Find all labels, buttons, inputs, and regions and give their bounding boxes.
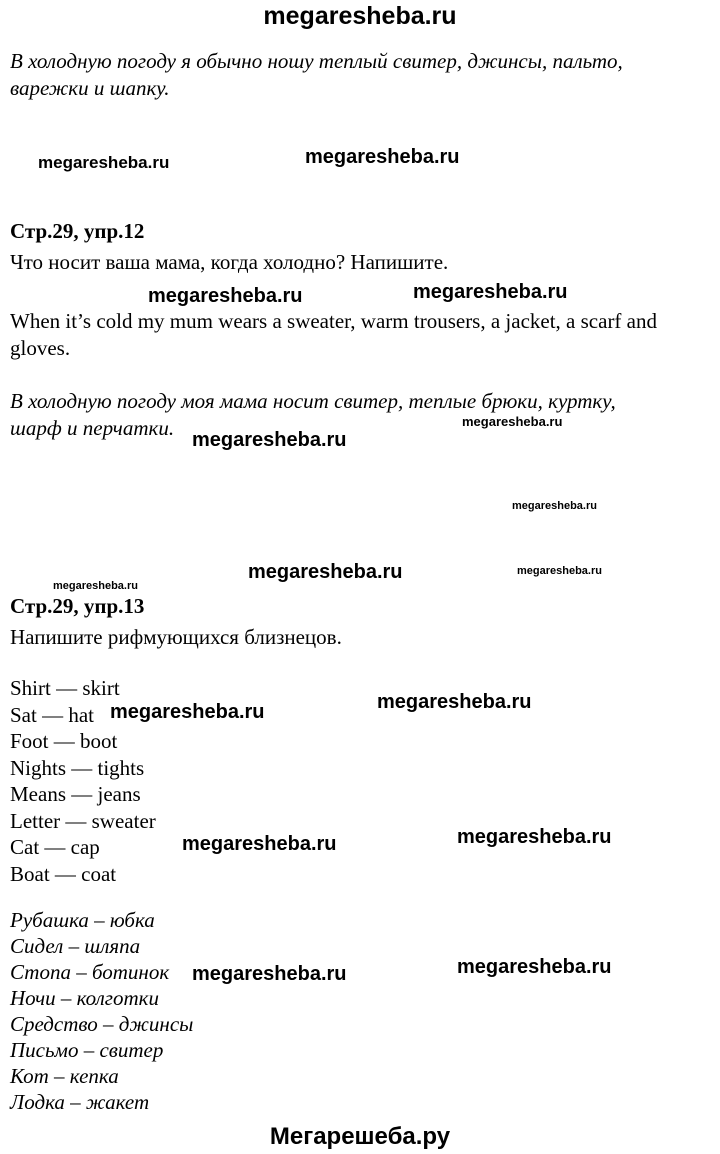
watermark: megaresheba.ru [192,963,347,985]
watermark: megaresheba.ru [248,561,403,583]
rhyme-pair-en: Boat — coat [10,861,117,886]
watermark: megaresheba.ru [110,701,265,723]
exercise-13-heading: Стр.29, упр.13 [10,594,145,618]
rhyme-pair-en: Shirt — skirt [10,676,120,700]
exercise-12-answer-russian: В холодную погоду моя мама носит свитер, теплые брюки, куртку, шарф и перчатки. [10,389,616,440]
watermark: megaresheba.ru [182,833,337,855]
watermark: megaresheba.ru [377,691,532,713]
rhyme-pair-en: Letter — sweater [10,808,156,833]
watermark: megaresheba.ru [512,500,597,512]
watermark: megaresheba.ru [457,956,612,978]
watermark: megaresheba.ru [462,414,563,429]
rhyme-pairs-russian-list [10,907,720,1115]
intro-text: В холодную погоду я обычно ношу теплый свитер, джинсы, пальто, варежки и шапку. [10,49,623,100]
watermark: megaresheba.ru [305,146,460,168]
rhyme-pair-ru: Средство – джинсы [10,1012,194,1036]
exercise-12-heading: Стр.29, упр.12 [10,219,145,243]
watermark: megaresheba.ru [517,565,602,577]
rhyme-pair-en: Sat — hat [10,702,94,727]
watermark: megaresheba.ru [457,826,612,848]
exercise-12-answer-english: When it’s cold my mum wears a sweater, warm trousers, a jacket, a scarf and gloves. [10,309,658,360]
watermark: megaresheba.ru [53,580,138,592]
watermark: megaresheba.ru [192,429,347,451]
site-footer-title: Мегарешеба.ру [269,1123,451,1150]
rhyme-pair-ru: Ночи – колготки [10,986,159,1010]
watermark: megaresheba.ru [413,281,568,303]
rhyme-pair-ru: Письмо – свитер [10,1038,164,1062]
rhyme-pair-ru: Лодка – жакет [10,1090,150,1114]
watermark: megaresheba.ru [148,285,303,307]
exercise-13-task: Напишите рифмующихся близнецов. [10,625,342,649]
site-header-title: megaresheba.ru [263,2,457,30]
rhyme-pair-en: Nights — tights [10,755,145,780]
watermark: megaresheba.ru [38,153,170,172]
rhyme-pair-ru: Кот – кепка [10,1064,119,1088]
rhyme-pair-en: Cat — cap [10,835,100,859]
rhyme-pair-ru: Стопа – ботинок [10,960,170,984]
rhyme-pair-en: Means — jeans [10,782,141,806]
exercise-12-task: Что носит ваша мама, когда холодно? Напишите. [10,250,449,274]
rhyme-pair-ru: Сидел – шляпа [10,934,141,958]
rhyme-pair-ru: Рубашка – юбка [10,908,155,932]
rhyme-pair-en: Foot — boot [10,729,118,753]
